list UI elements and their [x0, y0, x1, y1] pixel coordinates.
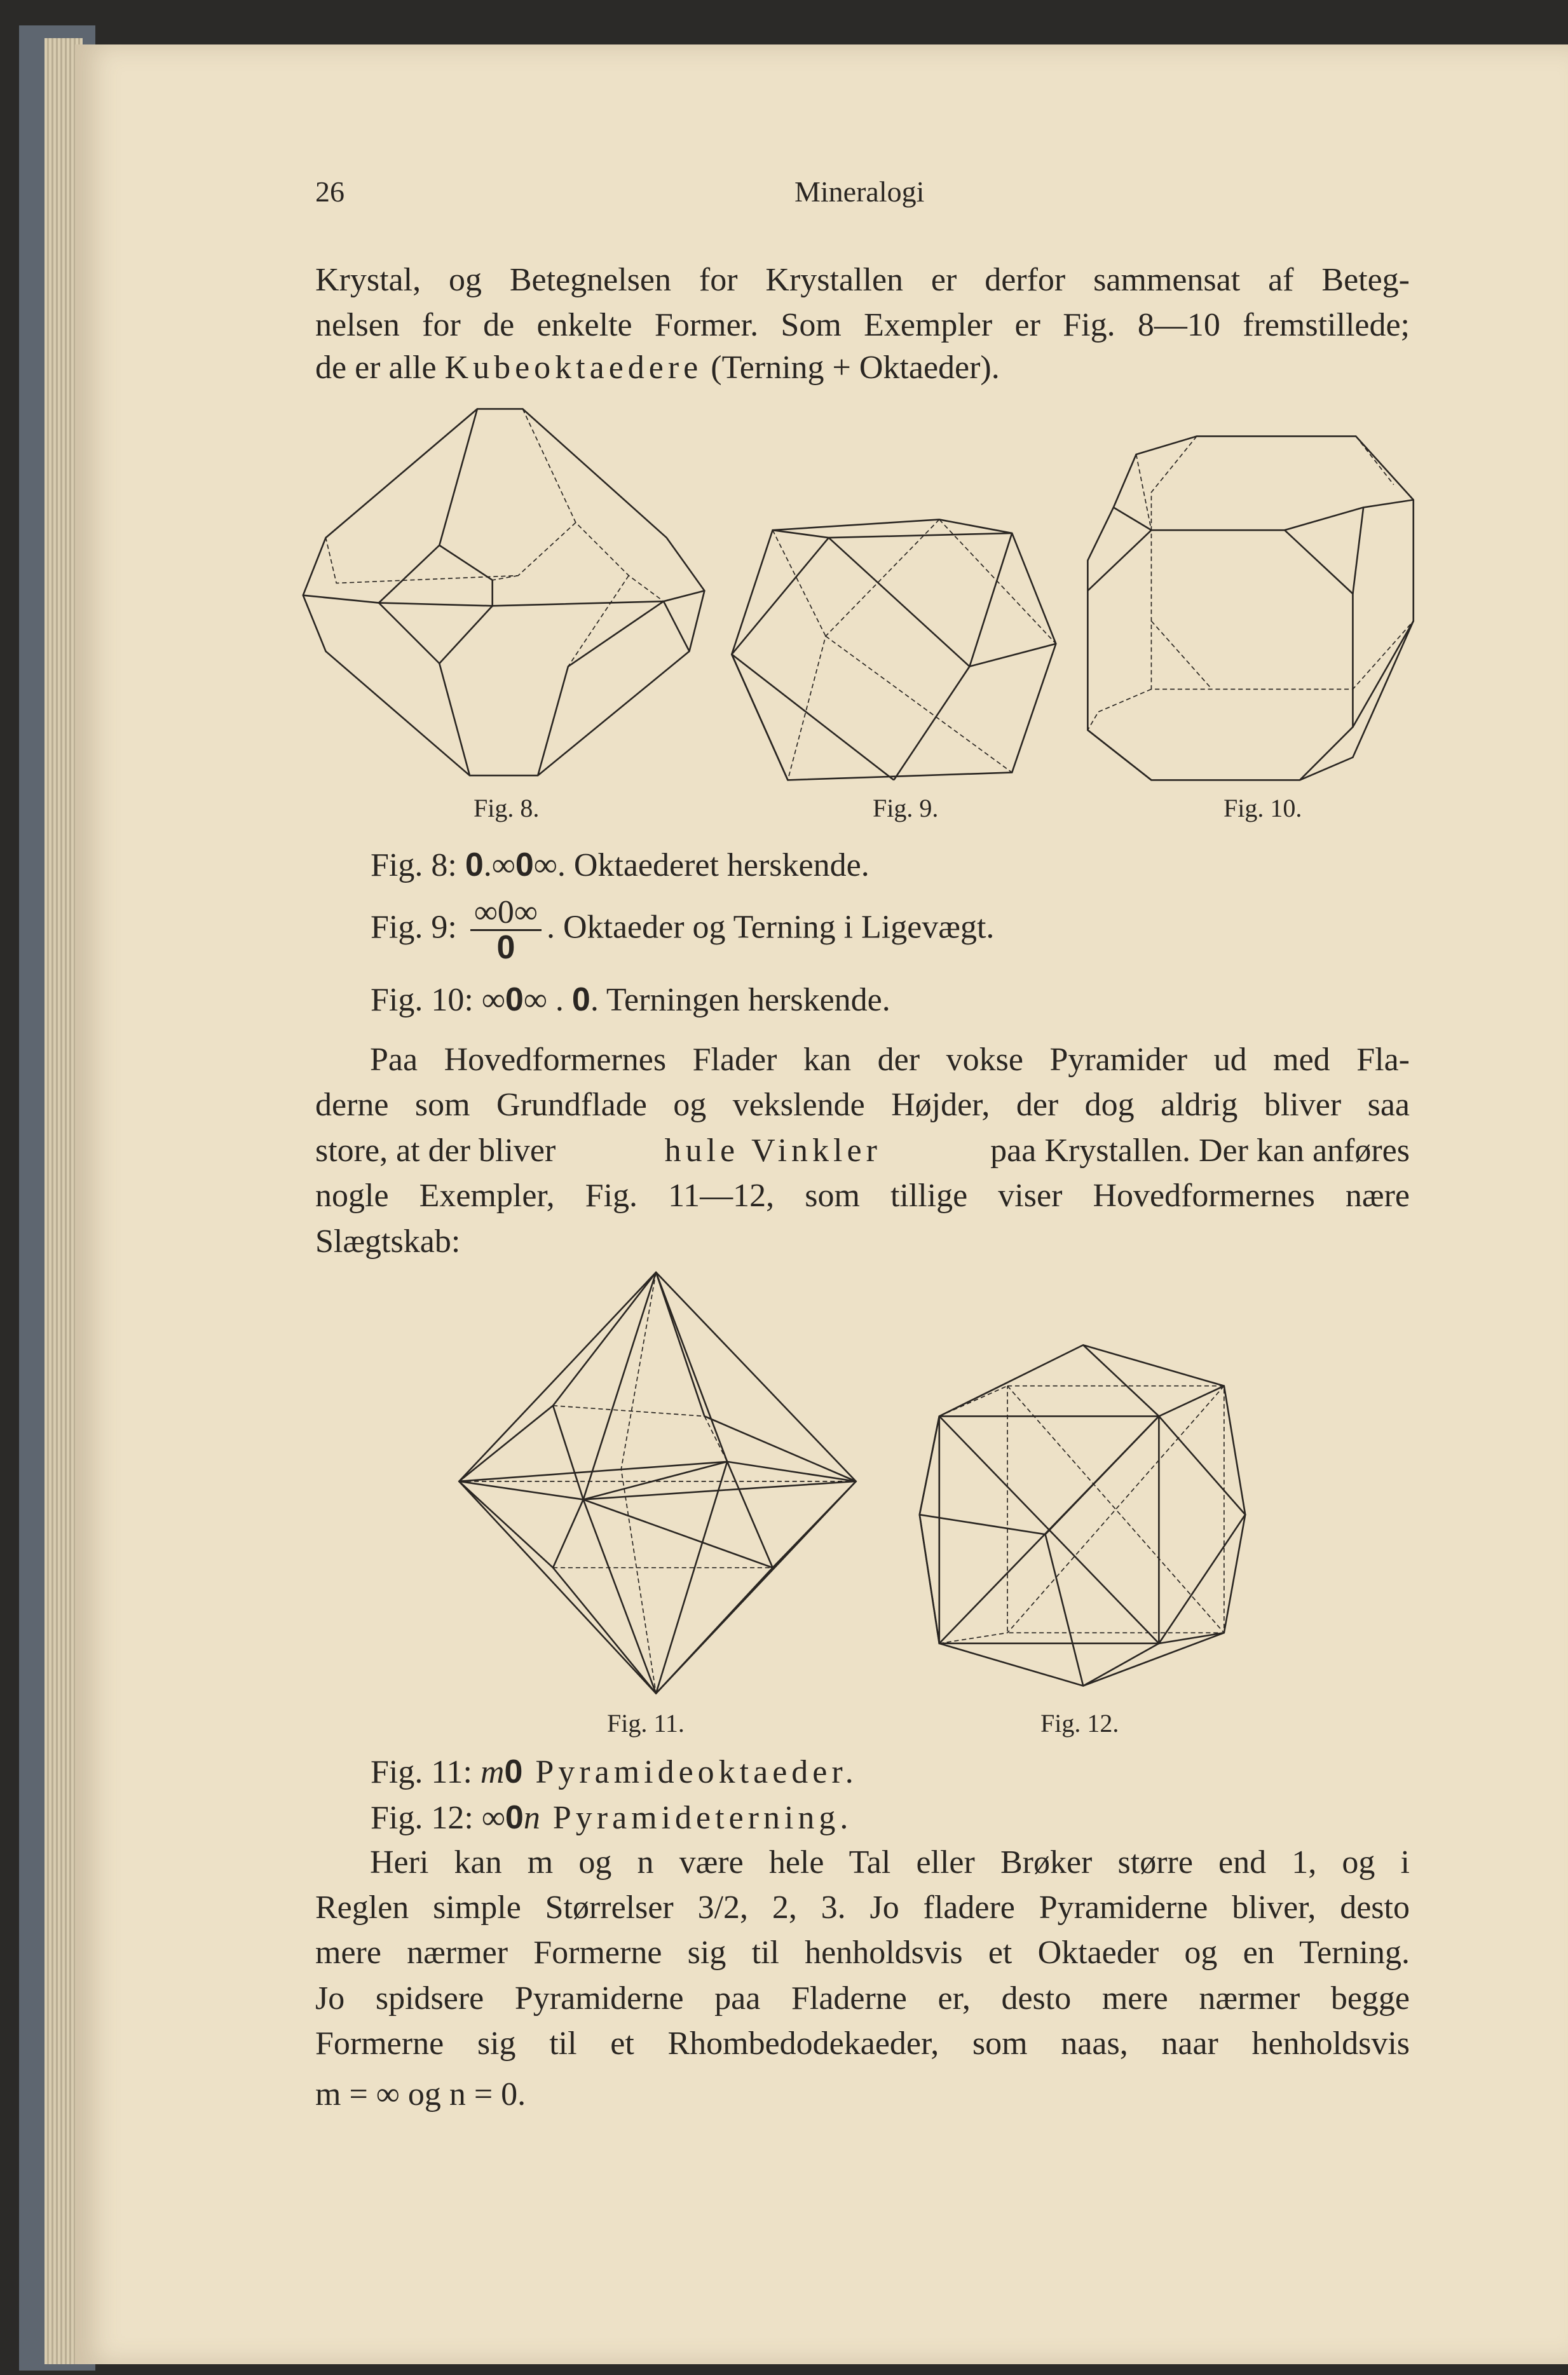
symbol: 0 — [505, 1799, 524, 1836]
symbol: 0 — [505, 981, 524, 1018]
figure-10-caption: Fig. 10. — [1224, 794, 1302, 822]
text: Oktaederet herskende. — [573, 847, 869, 883]
paragraph-line: m = ∞ og n = 0. — [315, 2076, 526, 2113]
paragraph-line: derne som Grundflade og vekslende Højder, der dog aldrig bliver saa — [315, 1087, 1410, 1123]
symbol: m — [480, 1754, 505, 1790]
fraction — [470, 896, 542, 964]
legend-fig-9 — [371, 896, 1465, 964]
label: Fig. 10: — [371, 982, 482, 1018]
symbol: ∞ . — [523, 982, 572, 1018]
text: Pyramideterning. — [540, 1800, 853, 1836]
paragraph-line: nogle Exempler, Fig. 11—12, som tillige viser Hovedformernes nære — [315, 1178, 1410, 1214]
symbol: n — [523, 1800, 540, 1836]
text: Pyramideoktaeder. — [522, 1754, 858, 1790]
figure-9-caption: Fig. 9. — [873, 794, 939, 822]
text: paa Krystallen. Der kan anføres — [990, 1133, 1410, 1169]
legend-fig-12 — [371, 1799, 1465, 1837]
figure-11-drawing — [459, 1272, 856, 1694]
text: . Terningen herskende. — [590, 982, 890, 1018]
figure-8-drawing — [303, 409, 705, 775]
text: store, at der bliver — [315, 1133, 556, 1169]
symbol: ∞. — [533, 847, 574, 883]
figure-11-caption: Fig. 11. — [607, 1709, 685, 1738]
paragraph-line: mere nærmer Formerne sig til henholdsvis et Oktaeder og en Terning. — [315, 1935, 1410, 1971]
legend-fig-8 — [371, 846, 1465, 885]
label: Fig. 8: — [371, 847, 465, 883]
symbol: ∞ — [481, 1800, 505, 1836]
symbol: 0 — [504, 1753, 523, 1790]
text: . Oktaeder og Terning i Ligevægt. — [546, 909, 995, 946]
legend-fig-10 — [371, 981, 1465, 1019]
figure-8-caption: Fig. 8. — [474, 794, 540, 822]
paragraph-line: Jo spidsere Pyramiderne paa Fladerne er, desto mere nærmer begge — [315, 1980, 1410, 2017]
symbol: 0 — [465, 847, 484, 883]
text: (Terning + Oktaeder). — [702, 350, 1000, 386]
denominator: 0 — [496, 929, 515, 966]
symbol: ∞ — [481, 982, 505, 1018]
paragraph-line — [315, 1132, 1410, 1170]
figure-12-drawing — [920, 1345, 1245, 1685]
spaced-term: Kubeoktaedere — [444, 350, 703, 386]
label: Fig. 9: — [371, 909, 465, 946]
figure-9-drawing — [732, 519, 1056, 780]
paragraph-line: Reglen simple Størrelser 3/2, 2, 3. Jo fladere Pyramiderne bliver, desto — [315, 1889, 1410, 1926]
spaced-term: hule Vinkler — [664, 1133, 882, 1169]
page-number: 26 — [315, 175, 344, 208]
legend-fig-11 — [371, 1753, 1465, 1792]
text: de er alle — [315, 350, 445, 386]
paragraph-line: Krystal, og Betegnelsen for Krystallen er derfor sammensat af Beteg- — [315, 262, 1410, 298]
label: Fig. 12: — [371, 1800, 482, 1836]
paragraph-line: Formerne sig til et Rhombedodekaeder, som naas, naar henholdsvis — [315, 2025, 1410, 2062]
symbol: .∞ — [483, 847, 515, 883]
paragraph-line: Slægtskab: — [315, 1223, 461, 1260]
running-title: Mineralogi — [794, 175, 925, 208]
label: Fig. 11: — [371, 1754, 481, 1790]
paragraph-line: Paa Hovedformernes Flader kan der vokse Pyramider ud med Fla- — [370, 1042, 1410, 1078]
paragraph-line: Heri kan m og n være hele Tal eller Brøker større end 1, og i — [370, 1844, 1410, 1881]
figure-12-caption: Fig. 12. — [1040, 1709, 1119, 1738]
paragraph-line: nelsen for de enkelte Former. Som Exempler er Fig. 8—10 fremstillede; — [315, 307, 1410, 343]
symbol: 0 — [571, 981, 590, 1018]
figure-10-drawing — [1087, 436, 1413, 780]
numerator: ∞0∞ — [470, 896, 542, 931]
symbol: 0 — [515, 847, 534, 883]
